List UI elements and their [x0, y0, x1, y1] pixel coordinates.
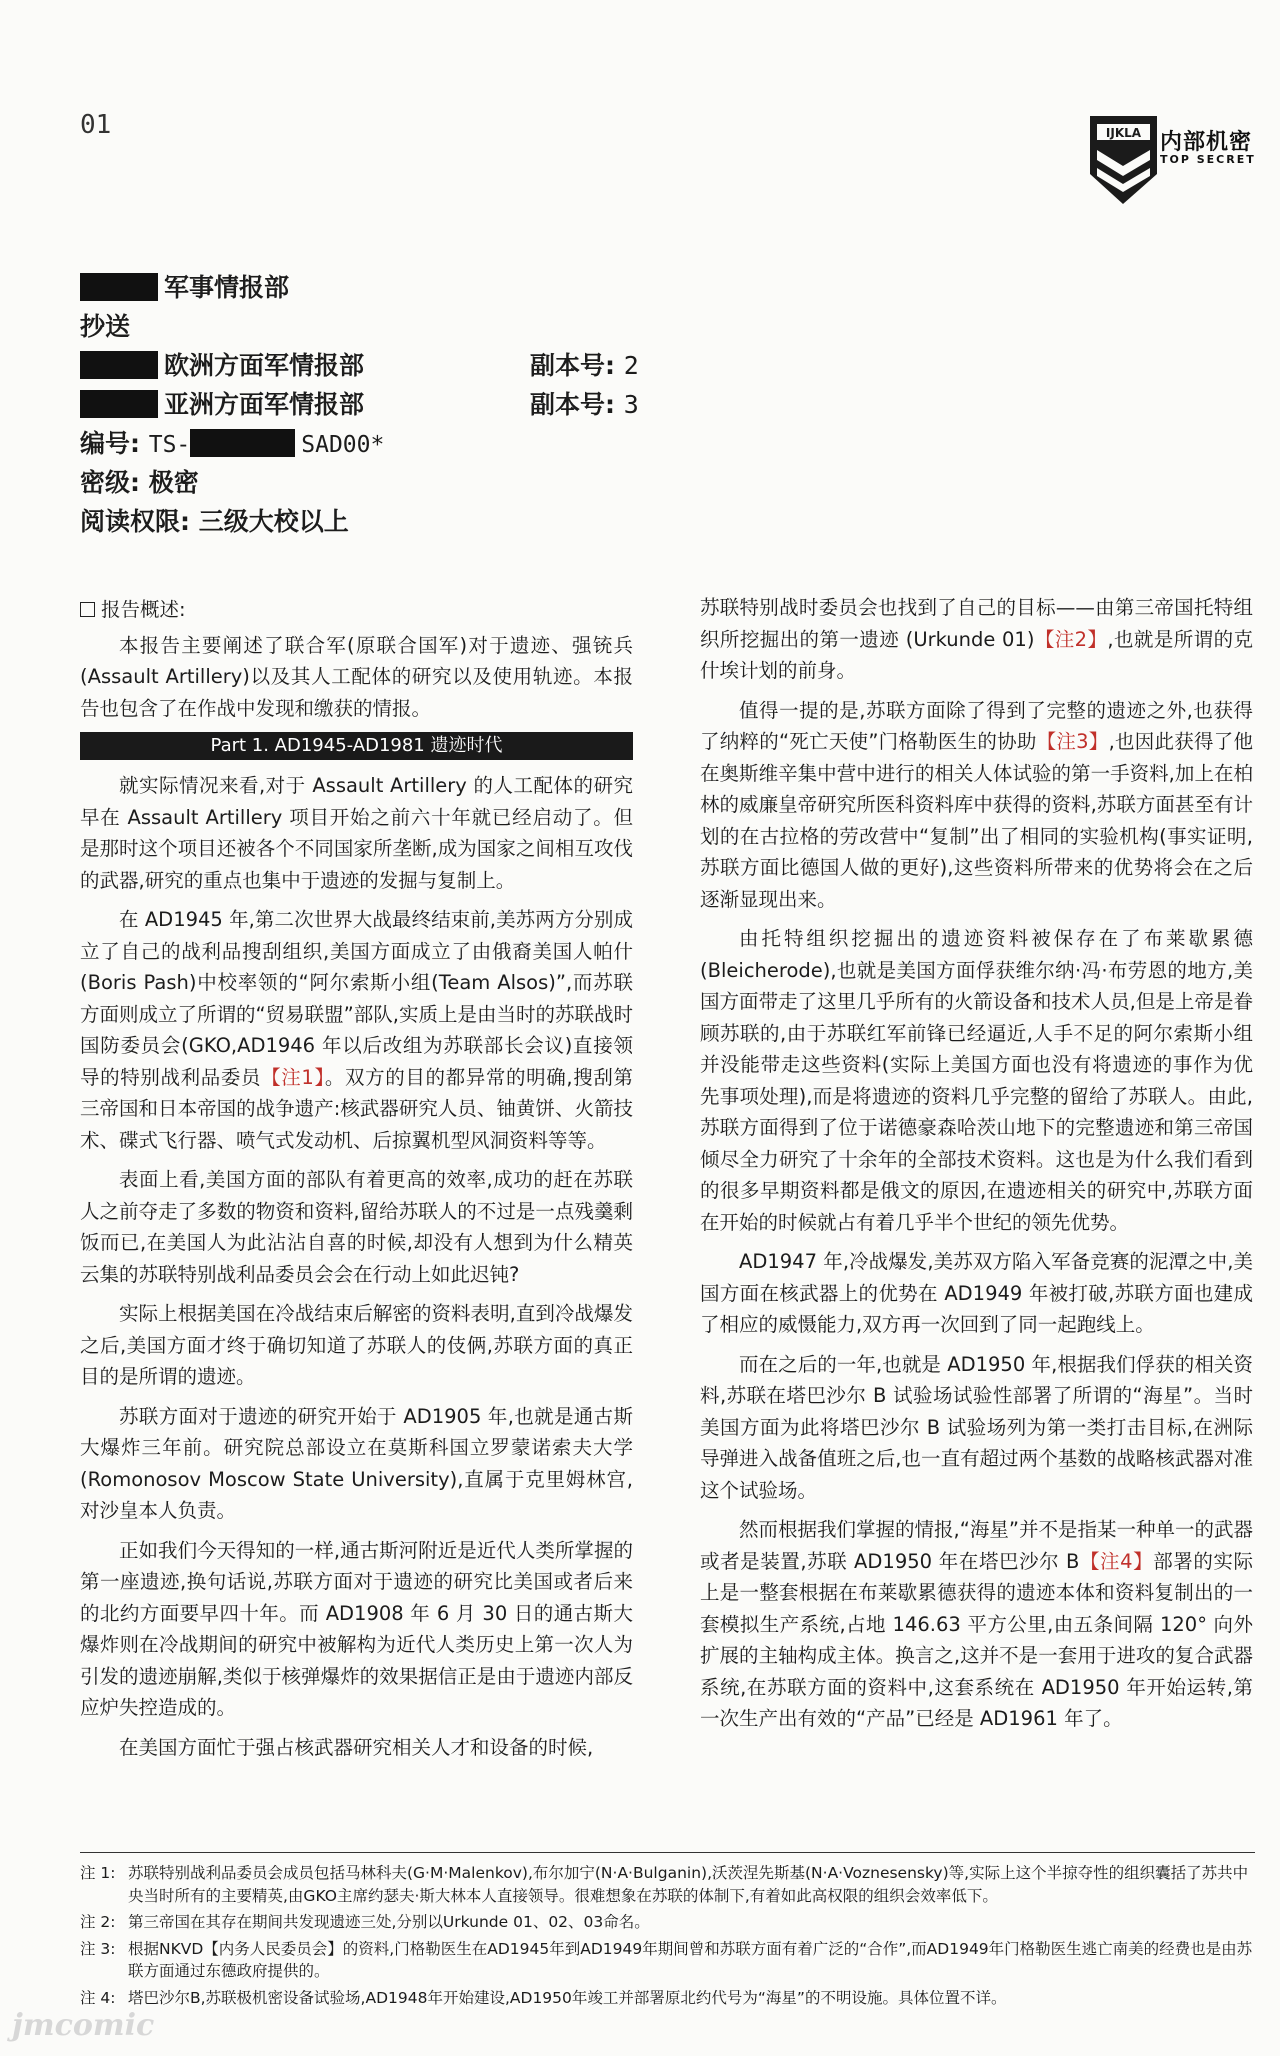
paragraph: 就实际情况来看,对于 Assault Artillery 的人工配体的研究早在 Assault Artillery 项目开始之前六十年就已经启动了。但是那时这个项目还被各个不同国家所垄断,成为国家之间相互攻伐的武器,研究的重点也集中于遗迹的发掘与复制上。: [80, 774, 633, 892]
id-prefix: TS-: [148, 432, 191, 458]
paragraph: 在美国方面忙于强占核武器研究相关人才和设备的时候,: [119, 1735, 594, 1759]
recipient-name: 欧洲方面军情报部: [164, 351, 365, 380]
stamp-en-label: TOP SECRET: [1160, 153, 1256, 166]
footnote: 注 3: 根据NKVD【内务人民委员会】的资料,门格勒医生在AD1945年到AD1949年期间曾和苏联方面有着广泛的“合作”,而AD1949年门格勒医生逃亡南美的经费也是由苏联方面通过东德政府提供的。: [80, 1939, 1253, 1980]
paragraph: 表面上看,美国方面的部队有着更高的效率,成功的赶在苏联人之前夺走了多数的物资和资料,留给苏联人的不过是一点残羹剩饭而已,在美国人为此沾沾自喜的时候,却没有人想到为什么精英云集的苏联特别战利品委员会会在行动上如此迟钝?: [80, 1168, 633, 1286]
access-label: 阅读权限:: [80, 507, 190, 536]
paragraph: 由托特组织挖掘出的遗迹资料被保存在了布莱歇累德(Bleicherode),也就是美国方面俘获维尔纳·冯·布劳恩的地方,美国方面带走了这里几乎所有的火箭设备和技术人员,但是上帝是眷顾苏联的,由于苏联红军前锋已经逼近,人手不足的阿尔索斯小组并没能带走这些资料(实际上美国方面也没有将遗迹的事作为优先事项处理),而是将遗迹的资料几乎完整的留给了苏联人。由此,苏联方面得到了位于诺德豪森哈茨山地下的完整遗迹和第三帝国倾尽全力研究了十余年的全部技术资料。这也是为什么我们看到的很多早期资料都是俄文的原因,在遗迹相关的研究中,苏联方面在开始的时候就占有着几乎半个世纪的领先优势。: [700, 927, 1253, 1234]
part-title-bar: Part 1. AD1945-AD1981 遗迹时代: [80, 732, 633, 760]
redaction: [190, 429, 295, 457]
recipient-name: 亚洲方面军情报部: [164, 390, 365, 419]
class-label: 密级:: [80, 468, 140, 497]
paragraph: 实际上根据美国在冷战结束后解密的资料表明,直到冷战爆发之后,美国方面才终于确切知道了苏联人的伎俩,苏联方面的真正目的是所谓的遗迹。: [80, 1302, 633, 1388]
paragraph: 正如我们今天得知的一样,通古斯河附近是近代人类所掌握的第一座遗迹,换句话说,苏联方面对于遗迹的研究比美国或者后来的北约方面要早四十年。而 AD1908 年 6 月 30 日的通古斯大爆炸则在冷战期间的研究中被解构为近代人类历史上第一次人为引发的遗迹崩解,类似于核弹爆炸的效果据信正是由于遗迹内部反应炉失控造成的。: [80, 1538, 633, 1719]
copy-number: 2: [623, 351, 639, 380]
paragraph: AD1947 年,冷战爆发,美苏双方陷入军备竞赛的泥潭之中,美国方面在核武器上的优势在 AD1949 年被打破,苏联方面也建成了相应的威慑能力,双方再一次回到了同一起跑线上。: [700, 1250, 1253, 1336]
id-suffix: SAD00*: [301, 432, 385, 458]
paragraph: 然而根据我们掌握的情报,“海星”并不是指某一种单一的武器或者是装置,苏联 AD1950 年在塔巴沙尔 B【注4】部署的实际上是一整套根据在布莱歇累德获得的遗迹本体和资料复制出的一套模拟生产系统,占地 146.63 平方公里,由五条间隔 120° 向外扩展的主轴构成主体。换言之,这并不是一套用于进攻的复合武器系统,在苏联方面的资料中,这套系统在 AD1950 年开始运转,第一次生产出有效的“产品”已经是 AD1961 年了。: [700, 1518, 1253, 1730]
note-ref: 【注3】: [1036, 730, 1109, 753]
note-ref: 【注1】: [261, 1065, 325, 1089]
footnotes: [80, 1862, 1260, 2013]
copy-label: 副本号:: [530, 351, 615, 380]
summary-heading: 报告概述:: [80, 594, 633, 626]
dept-line: [80, 268, 680, 307]
paragraph: 在 AD1945 年,第二次世界大战最终结束前,美苏两方分别成立了自己的战利品搜刮组织,美国方面成立了由俄裔美国人帕什(Boris Pash)中校率领的“阿尔索斯小组(Team Alsos)”,而苏联方面则成立了所谓的“贸易联盟”部队,实质上是由当时的苏联战时国防委员会(GKO,AD1946 年以后改组为苏联部长会议)直接领导的特别战利品委员【注1】。双方的目的都异常的明确,搜刮第三帝国和日本帝国的战争遗产:核武器研究人员、铀黄饼、火箭技术、碟式飞行器、喷气式发动机、后掠翼机型风洞资料等等。: [80, 908, 633, 1152]
access-value: 三级大校以上: [198, 507, 349, 536]
id-label: 编号:: [80, 429, 140, 458]
footnote: 注 1: 苏联特别战利品委员会成员包括马林科夫(G·M·Malenkov),布尔加宁(N·A·Bulganin),沃茨涅先斯基(N·A·Voznesensky)等,实际上这个半掠夺性的组织囊括了苏共中央当时所有的主要精英,由GKO主席约瑟夫·斯大林本人直接领导。很难想象在苏联的体制下,有着如此高权限的组织会效率低下。: [80, 1864, 1249, 1905]
paragraph: 本报告主要阐述了联合军(原联合国军)对于遗迹、强铳兵(Assault Artillery)以及其人工配体的研究以及使用轨迹。本报告也包含了在作战中发现和缴获的情报。: [80, 633, 633, 720]
redaction: [80, 390, 158, 418]
stamp-badge-text: IJKLA: [1105, 126, 1142, 140]
paragraph: 值得一提的是,苏联方面除了得到了完整的遗迹之外,也获得了纳粹的“死亡天使”门格勒医生的协助【注3】,也因此获得了他在奥斯维辛集中营中进行的相关人体试验的第一手资料,加上在柏林的威廉皇帝研究所医科资料库中获得的资料,苏联方面甚至有计划的在古拉格的劳改营中“复制”出了相同的实验机构(事实证明,苏联方面比德国人做的更好),这些资料所带来的优势将会在之后逐渐显现出来。: [700, 698, 1253, 911]
cc-label: 抄送: [80, 312, 131, 341]
paragraph: 苏联特别战时委员会也找到了自己的目标——由第三帝国托特组织所挖掘出的第一遗迹 (Urkunde 01)【注2】,也就是所谓的克什埃计划的前身。: [700, 596, 1253, 682]
copy-number: 3: [623, 390, 639, 419]
watermark: jmcomic: [12, 2008, 155, 2043]
checkbox-icon: [80, 602, 95, 617]
paragraph: 而在之后的一年,也就是 AD1950 年,根据我们俘获的相关资料,苏联在塔巴沙尔 B 试验场试验性部署了所谓的“海星”。当时美国方面为此将塔巴沙尔 B 试验场列为第一类打击目标,在洲际导弹进入战备值班之后,也一直有超过两个基数的战略核武器对准这个试验场。: [700, 1352, 1253, 1502]
footnote: 注 4: 塔巴沙尔B,苏联极机密设备试验场,AD1948年开始建设,AD1950年竣工并部署原北约代号为“海星”的不明设施。具体位置不详。: [80, 1988, 1007, 2007]
dept-name: 军事情报部: [164, 273, 290, 302]
left-column: [80, 592, 633, 1771]
paragraph: 苏联方面对于遗迹的研究开始于 AD1905 年,也就是通古斯大爆炸三年前。研究院总部设立在莫斯科国立罗蒙诺索夫大学(Romonosov Moscow State University),直属于克里姆林宫,对沙皇本人负责。: [80, 1404, 633, 1522]
recipient-row: [80, 385, 680, 424]
footnote: 注 2: 第三帝国在其存在期间共发现遗迹三处,分别以Urkunde 01、02、03命名。: [80, 1913, 650, 1931]
access-row: [80, 502, 680, 541]
stamp-cn-label: 内部机密: [1160, 130, 1253, 155]
note-ref: 【注4】: [1079, 1549, 1154, 1573]
recipient-row: [80, 346, 680, 385]
redaction: [80, 273, 158, 301]
redaction: [80, 351, 158, 379]
classification-row: [80, 463, 680, 502]
doc-id-row: [80, 424, 680, 463]
footnote-divider: [80, 1852, 1255, 1853]
class-value: 极密: [148, 468, 199, 497]
copy-label: 副本号:: [530, 390, 615, 419]
right-column: [700, 592, 1253, 1743]
page-number: 01: [80, 110, 112, 140]
memo-header: [80, 268, 680, 541]
note-ref: 【注2】: [1034, 627, 1108, 651]
